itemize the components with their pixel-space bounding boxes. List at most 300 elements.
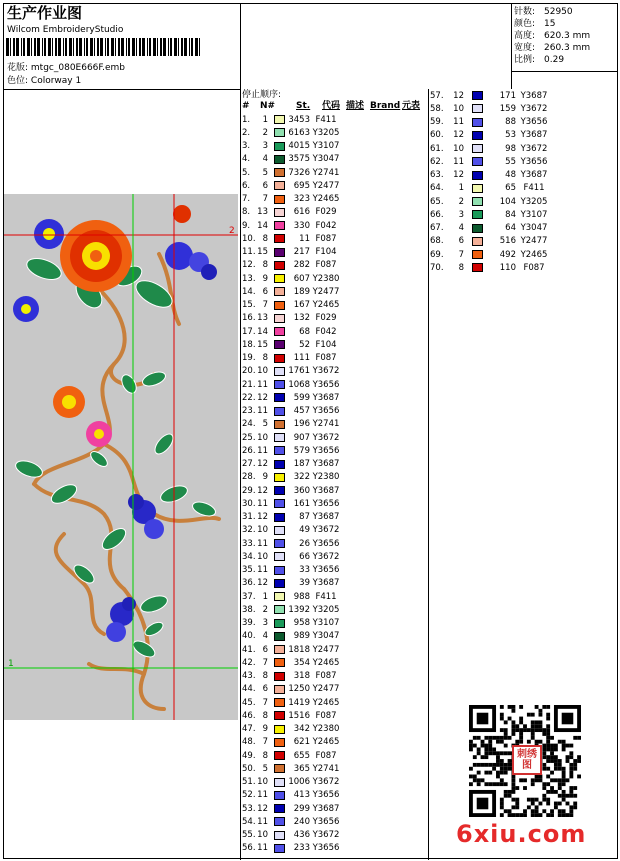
color-swatch: [274, 380, 285, 389]
stitch-count: 599: [293, 392, 310, 403]
thread-code: Y3656: [312, 538, 340, 549]
needle-number: 11: [257, 843, 268, 854]
thread-code: Y3672: [312, 525, 340, 536]
stitch-count: 322: [293, 472, 310, 483]
seq-number: 43.: [242, 671, 256, 682]
seq-number: 40.: [242, 631, 256, 642]
list-item: [242, 365, 342, 378]
stitch-count: 655: [293, 750, 310, 761]
col-code: 代码: [322, 101, 341, 111]
color-swatch: [274, 711, 285, 720]
color-swatch: [274, 314, 285, 323]
stitch-count: 53: [505, 130, 516, 141]
thread-code: Y2465: [520, 249, 548, 260]
color-swatch: [274, 115, 285, 124]
seq-number: 8.: [242, 207, 251, 218]
stitch-count: 365: [293, 763, 310, 774]
seq-number: 52.: [242, 790, 256, 801]
thread-code: F029: [315, 207, 337, 218]
stitch-count: 87: [299, 512, 310, 523]
seq-number: 51.: [242, 777, 256, 788]
stitch-count: 492: [499, 249, 516, 260]
list-item: [242, 140, 342, 153]
stat-value: 52950: [544, 7, 573, 17]
thread-code: Y3047: [312, 631, 340, 642]
seq-number: 70.: [430, 262, 444, 273]
list-item: [242, 259, 342, 272]
seq-number: 38.: [242, 604, 256, 615]
stitch-count: 342: [293, 724, 310, 735]
needle-number: 5: [262, 167, 268, 178]
barcode: [6, 38, 202, 56]
list-item: [430, 102, 552, 115]
list-item: [430, 116, 552, 129]
seq-number: 30.: [242, 498, 256, 509]
stitch-count: 1006: [288, 777, 310, 788]
color-swatch: [472, 263, 483, 272]
thread-code: F087: [315, 233, 337, 244]
seq-number: 66.: [430, 209, 444, 220]
seq-number: 4.: [242, 154, 251, 165]
thread-code: Y3656: [520, 117, 548, 128]
list-item: [242, 206, 342, 219]
needle-number: 15: [257, 339, 268, 350]
needle-number: 6: [458, 236, 464, 247]
stitch-count: 55: [505, 156, 516, 167]
stitch-count: 3453: [288, 114, 310, 125]
list-item: [242, 338, 342, 351]
seq-number: 6.: [242, 180, 251, 191]
list-item: [242, 405, 342, 418]
stitch-count: 171: [499, 90, 516, 101]
stitch-count: 1068: [288, 379, 310, 390]
color-swatch: [274, 566, 285, 575]
needle-number: 12: [257, 485, 268, 496]
color-swatch: [274, 817, 285, 826]
seq-number: 2.: [242, 127, 251, 138]
stitch-count: 187: [293, 459, 310, 470]
thread-code: Y3672: [312, 777, 340, 788]
seq-number: 7.: [242, 194, 251, 205]
seq-number: 49.: [242, 750, 256, 761]
list-item: [242, 537, 342, 550]
needle-number: 7: [262, 194, 268, 205]
seq-number: 21.: [242, 379, 256, 390]
thread-code: Y3672: [312, 366, 340, 377]
list-item: [242, 670, 342, 683]
list-item: [242, 617, 342, 630]
thread-code: Y3672: [520, 103, 548, 114]
color-swatch: [274, 181, 285, 190]
stitch-count: 457: [293, 406, 310, 417]
stats-bottom: [511, 71, 618, 72]
needle-number: 1: [458, 183, 464, 194]
seq-number: 55.: [242, 830, 256, 841]
qr-logo: 刺绣图: [512, 745, 542, 775]
thread-code: Y2477: [312, 180, 340, 191]
stitch-count: 161: [293, 498, 310, 509]
stitch-count: 196: [293, 419, 310, 430]
seq-number: 24.: [242, 419, 256, 430]
column-divider-left: [240, 3, 241, 860]
color-swatch: [274, 261, 285, 270]
color-swatch: [274, 499, 285, 508]
stat-row: [514, 54, 604, 66]
color-swatch: [472, 250, 483, 259]
seq-number: 62.: [430, 156, 444, 167]
list-item: [242, 299, 342, 312]
seq-number: 63.: [430, 170, 444, 181]
stats-divider: [511, 3, 512, 89]
list-item: [242, 511, 342, 524]
thread-code: Y2465: [312, 194, 340, 205]
thread-code: Y3687: [312, 512, 340, 523]
list-item: [242, 352, 342, 365]
color-swatch: [274, 632, 285, 641]
stitch-count: 299: [293, 803, 310, 814]
color-swatch: [274, 367, 285, 376]
stitch-count: 233: [293, 843, 310, 854]
thread-code: Y2477: [312, 684, 340, 695]
color-swatch: [274, 327, 285, 336]
thread-code: Y3205: [520, 196, 548, 207]
col-chart: 元表: [402, 101, 421, 111]
seq-number: 5.: [242, 167, 251, 178]
col-seq: #: [242, 101, 250, 111]
list-item: [430, 89, 552, 102]
stat-value: 0.29: [544, 55, 565, 65]
stitch-count: 167: [293, 300, 310, 311]
color-swatch: [274, 764, 285, 773]
color-swatch: [472, 144, 483, 153]
color-swatch: [274, 221, 285, 230]
red-bud: [173, 205, 191, 223]
seq-number: 29.: [242, 485, 256, 496]
list-item: [430, 208, 552, 221]
needle-number: 6: [262, 286, 268, 297]
color-swatch: [274, 195, 285, 204]
list-item: [242, 471, 342, 484]
seq-number: 47.: [242, 724, 256, 735]
thread-code: Y3047: [312, 154, 340, 165]
list-item: [242, 444, 342, 457]
thread-code: Y2741: [312, 167, 340, 178]
column-divider-middle: [428, 89, 429, 860]
color-swatch: [274, 658, 285, 667]
needle-number: 3: [262, 618, 268, 629]
stitch-count: 48: [505, 170, 516, 181]
thread-code: Y3656: [312, 816, 340, 827]
thread-code: Y3656: [312, 565, 340, 576]
color-swatch: [274, 287, 285, 296]
color-swatch: [274, 142, 285, 151]
colorway: 色位: Colorway 1: [7, 76, 82, 86]
list-item: [430, 142, 552, 155]
stitch-count: 189: [293, 286, 310, 297]
thread-code: Y3656: [312, 379, 340, 390]
thread-code: F104: [315, 247, 337, 258]
stitch-count: 958: [293, 618, 310, 629]
list-item: [242, 126, 342, 139]
thread-code: Y3107: [520, 209, 548, 220]
color-swatch: [274, 751, 285, 760]
stitch-count: 132: [293, 313, 310, 324]
stitch-count: 65: [505, 183, 516, 194]
list-item: [242, 643, 342, 656]
stat-label: 高度:: [514, 31, 536, 41]
seq-number: 19.: [242, 353, 256, 364]
needle-number: 15: [257, 247, 268, 258]
needle-number: 10: [257, 366, 268, 377]
stat-value: 15: [544, 19, 556, 29]
needle-number: 8: [262, 233, 268, 244]
seq-number: 17.: [242, 326, 256, 337]
needle-number: 7: [262, 737, 268, 748]
thread-code: F087: [315, 353, 337, 364]
color-swatch: [472, 91, 483, 100]
list-item: [242, 391, 342, 404]
seq-number: 54.: [242, 816, 256, 827]
needle-number: 11: [257, 379, 268, 390]
stat-row: [514, 42, 604, 54]
thread-code: Y3656: [312, 790, 340, 801]
seq-number: 69.: [430, 249, 444, 260]
seq-number: 22.: [242, 392, 256, 403]
needle-number: 3: [262, 141, 268, 152]
thread-code: Y3672: [312, 551, 340, 562]
col-desc: 描述: [346, 101, 365, 111]
color-swatch: [274, 168, 285, 177]
needle-number: 12: [257, 803, 268, 814]
thread-code: Y3687: [520, 130, 548, 141]
color-swatch: [274, 234, 285, 243]
list-item: [242, 418, 342, 431]
color-swatch: [274, 738, 285, 747]
list-item: [242, 603, 342, 616]
thread-code: Y3047: [520, 223, 548, 234]
needle-number: 6: [262, 644, 268, 655]
stitch-count: 1392: [288, 604, 310, 615]
seq-number: 14.: [242, 286, 256, 297]
stitch-count: 354: [293, 657, 310, 668]
stitch-count: 413: [293, 790, 310, 801]
needle-number: 8: [458, 262, 464, 273]
needle-number: 7: [262, 657, 268, 668]
color-swatch: [274, 619, 285, 628]
thread-code: Y2465: [312, 657, 340, 668]
list-item: [242, 762, 342, 775]
seq-number: 31.: [242, 512, 256, 523]
seq-number: 37.: [242, 591, 256, 602]
color-swatch: [472, 224, 483, 233]
list-item: [430, 182, 552, 195]
seq-number: 68.: [430, 236, 444, 247]
watermark-brand: 6xiu.com: [456, 820, 587, 848]
large-flower: [60, 220, 132, 292]
needle-number: 4: [262, 631, 268, 642]
needle-number: 12: [257, 459, 268, 470]
page-title: 生产作业图: [7, 4, 83, 22]
thread-code: Y3687: [312, 459, 340, 470]
needle-number: 12: [257, 512, 268, 523]
list-item: [242, 802, 342, 815]
thread-code: Y3672: [520, 143, 548, 154]
thread-code: F087: [315, 750, 337, 761]
color-swatch: [274, 473, 285, 482]
needle-number: 11: [257, 790, 268, 801]
seq-number: 35.: [242, 565, 256, 576]
needle-number: 9: [262, 724, 268, 735]
color-swatch: [274, 407, 285, 416]
list-item: [242, 696, 342, 709]
stitch-count: 64: [505, 223, 516, 234]
seq-number: 10.: [242, 233, 256, 244]
seq-number: 56.: [242, 843, 256, 854]
color-swatch: [274, 128, 285, 137]
list-item: [242, 497, 342, 510]
list-item: [242, 815, 342, 828]
stitch-count: 39: [299, 578, 310, 589]
list-item: [242, 789, 342, 802]
needle-number: 8: [262, 750, 268, 761]
thread-code: F087: [315, 710, 337, 721]
stitch-count: 11: [299, 233, 310, 244]
thread-code: Y3205: [312, 127, 340, 138]
seq-number: 11.: [242, 247, 256, 258]
thread-code: Y3687: [312, 803, 340, 814]
thread-code: Y2477: [312, 286, 340, 297]
color-swatch: [274, 605, 285, 614]
stitch-count: 88: [505, 117, 516, 128]
seq-number: 3.: [242, 141, 251, 152]
list-item: [242, 656, 342, 669]
list-item: [242, 484, 342, 497]
needle-number: 8: [262, 671, 268, 682]
stitch-count: 104: [499, 196, 516, 207]
stitch-count: 616: [293, 207, 310, 218]
color-swatch: [274, 513, 285, 522]
embroidery-artwork: [4, 194, 238, 720]
col-brand: Brand: [370, 101, 401, 111]
color-swatch: [274, 778, 285, 787]
color-swatch: [274, 552, 285, 561]
software-name: Wilcom EmbroideryStudio: [7, 25, 124, 35]
thread-code: Y2465: [312, 697, 340, 708]
needle-number: 12: [453, 170, 464, 181]
col-n: N#: [260, 101, 276, 111]
seq-number: 36.: [242, 578, 256, 589]
seq-number: 39.: [242, 618, 256, 629]
seq-number: 61.: [430, 143, 444, 154]
stat-row: [514, 18, 604, 30]
needle-number: 11: [453, 117, 464, 128]
thread-code: Y3656: [312, 445, 340, 456]
color-swatch: [472, 118, 483, 127]
thread-code: F104: [315, 339, 337, 350]
thread-code: F087: [523, 262, 545, 273]
list-item: [242, 378, 342, 391]
stitch-count: 240: [293, 816, 310, 827]
color-swatch: [274, 248, 285, 257]
stitch-count: 52: [299, 339, 310, 350]
needle-number: 2: [262, 604, 268, 615]
color-swatch: [274, 579, 285, 588]
color-swatch: [274, 460, 285, 469]
thread-code: Y3205: [312, 604, 340, 615]
needle-number: 7: [262, 697, 268, 708]
list-item: [242, 736, 342, 749]
color-swatch: [274, 592, 285, 601]
needle-number: 10: [453, 103, 464, 114]
color-swatch: [274, 486, 285, 495]
seq-number: 64.: [430, 183, 444, 194]
thread-code: Y2465: [312, 300, 340, 311]
needle-number: 3: [458, 209, 464, 220]
list-item: [242, 842, 342, 855]
list-item: [242, 153, 342, 166]
stitch-count: 26: [299, 538, 310, 549]
stitch-count: 159: [499, 103, 516, 114]
color-swatch: [274, 831, 285, 840]
thread-code: Y3656: [312, 406, 340, 417]
needle-number: 1: [262, 591, 268, 602]
color-swatch: [274, 433, 285, 442]
design-file: 花版: mtgc_080E666F.emb: [7, 63, 126, 73]
needle-number: 8: [262, 353, 268, 364]
needle-number: 5: [262, 419, 268, 430]
thread-code: Y2477: [312, 644, 340, 655]
list-item: [430, 169, 552, 182]
stitch-count: 66: [299, 551, 310, 562]
list-item: [430, 155, 552, 168]
stitch-count: 579: [293, 445, 310, 456]
list-item: [430, 129, 552, 142]
list-item: [242, 219, 342, 232]
stitch-count: 695: [293, 180, 310, 191]
header-divider: [3, 89, 240, 90]
seq-number: 9.: [242, 220, 251, 231]
seq-number: 18.: [242, 339, 256, 350]
thread-code: Y3107: [312, 618, 340, 629]
stitch-count: 33: [299, 565, 310, 576]
stat-label: 颜色:: [514, 19, 536, 29]
list-item: [242, 776, 342, 789]
seq-number: 42.: [242, 657, 256, 668]
thread-code: F411: [315, 591, 337, 602]
color-swatch: [274, 698, 285, 707]
list-item: [242, 577, 342, 590]
color-swatch: [274, 301, 285, 310]
seq-number: 23.: [242, 406, 256, 417]
seq-number: 20.: [242, 366, 256, 377]
needle-number: 11: [257, 498, 268, 509]
color-swatch: [274, 155, 285, 164]
stitch-count: 607: [293, 273, 310, 284]
seq-number: 16.: [242, 313, 256, 324]
thread-code: Y2380: [312, 724, 340, 735]
seq-number: 12.: [242, 260, 256, 271]
color-swatch: [274, 685, 285, 694]
needle-number: 11: [257, 816, 268, 827]
seq-number: 58.: [430, 103, 444, 114]
color-swatch: [472, 184, 483, 193]
needle-number: 4: [458, 223, 464, 234]
seq-number: 65.: [430, 196, 444, 207]
color-swatch: [274, 844, 285, 853]
needle-number: 8: [262, 710, 268, 721]
stitch-count: 318: [293, 671, 310, 682]
color-swatch: [274, 791, 285, 800]
